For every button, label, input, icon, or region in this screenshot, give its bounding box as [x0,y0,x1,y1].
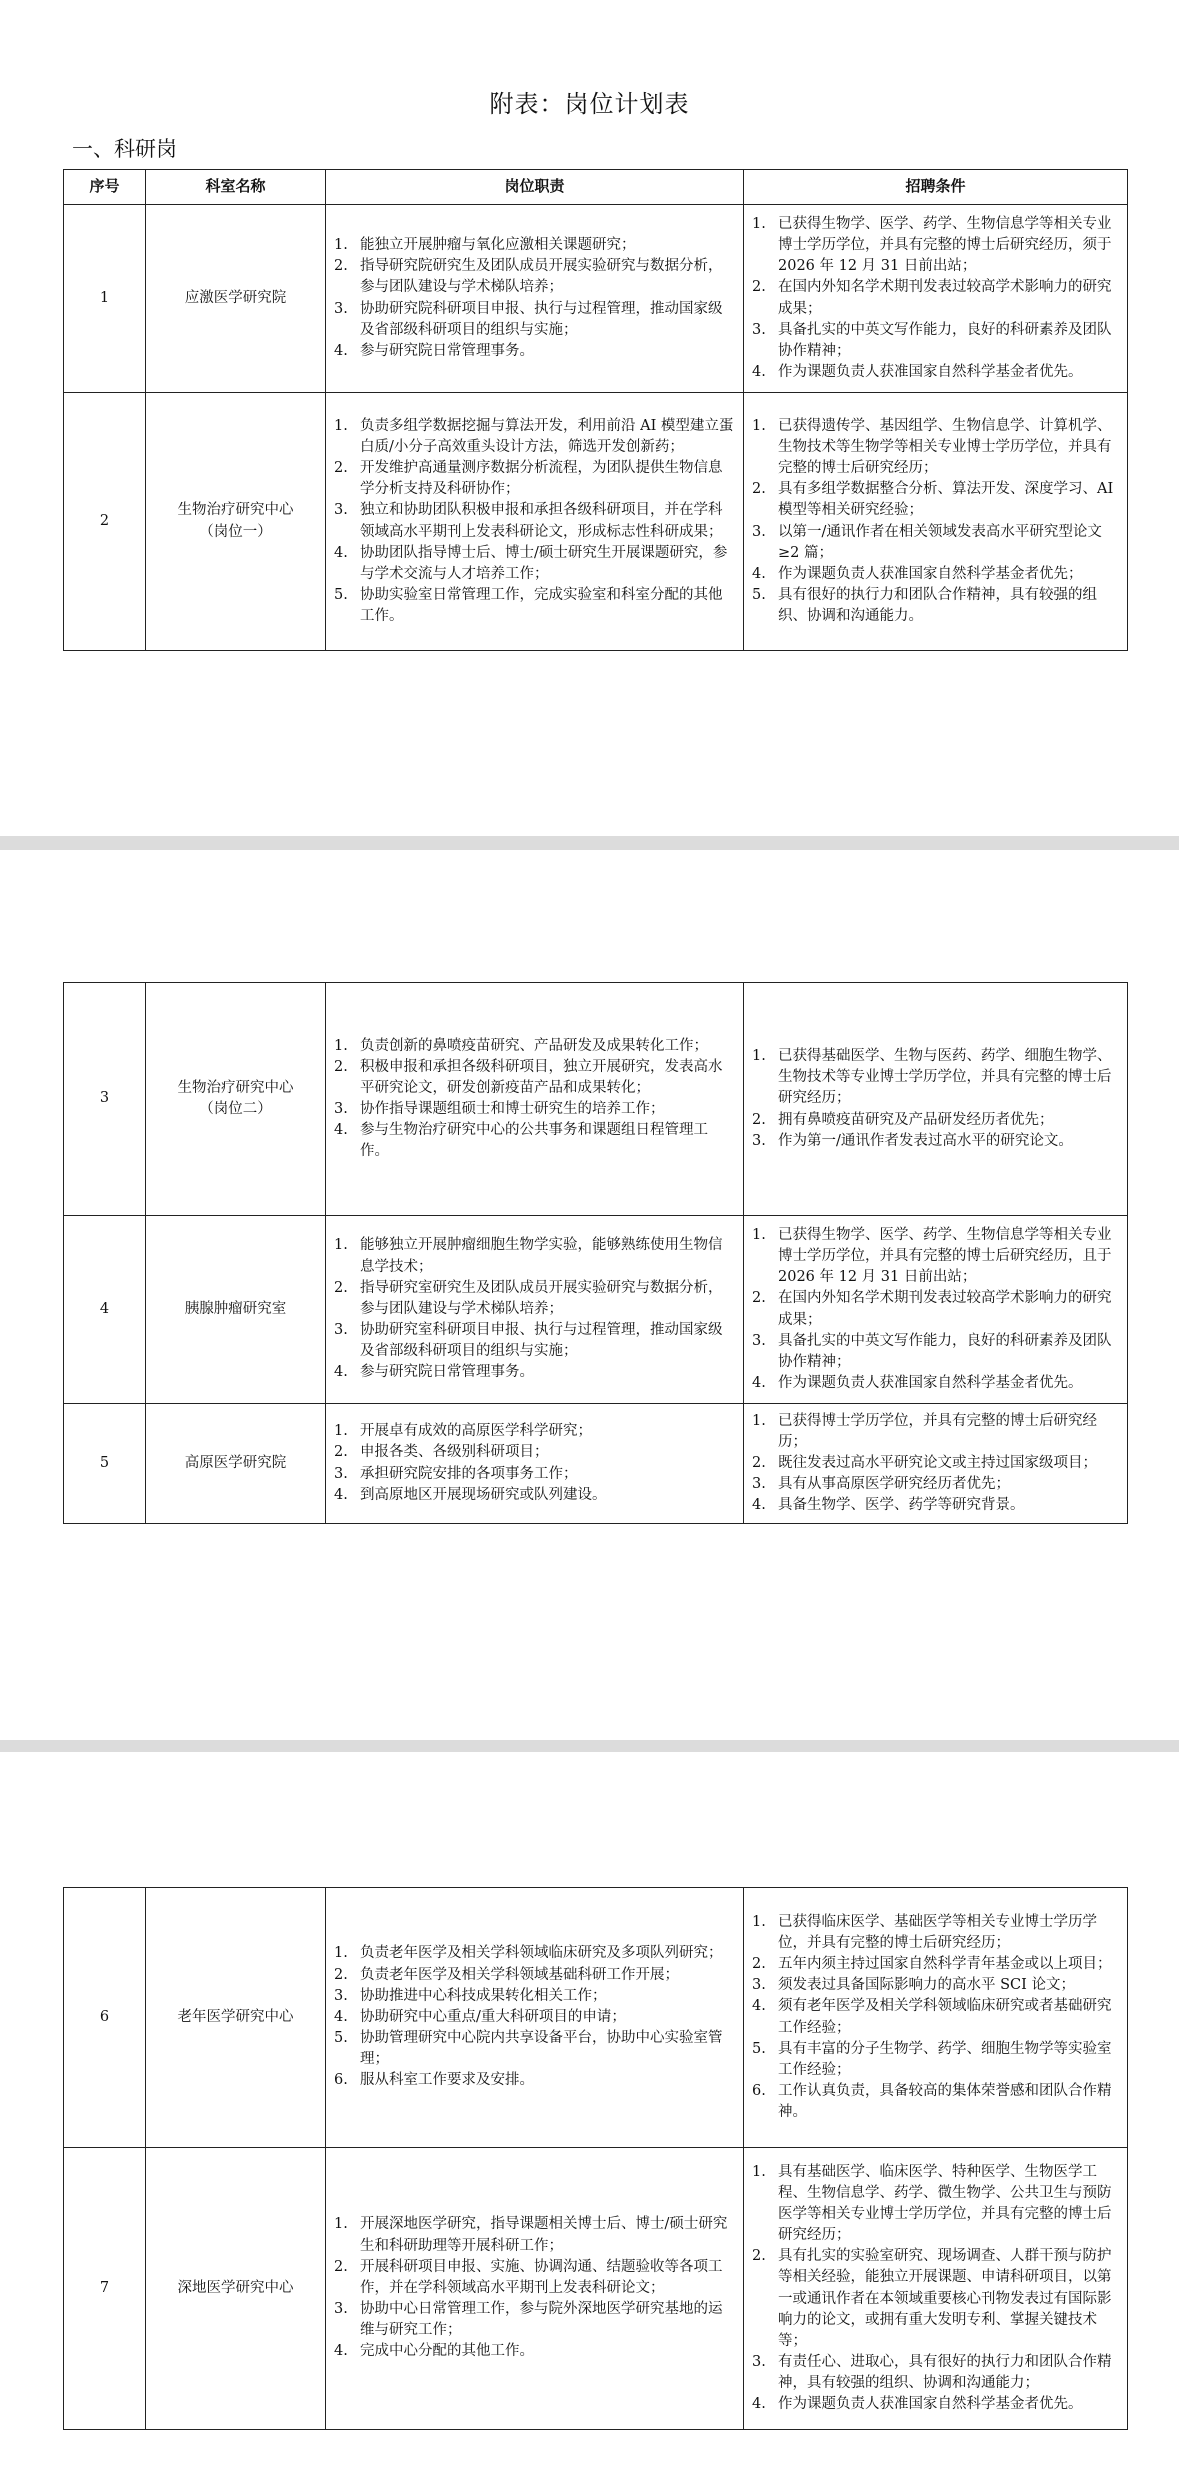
requirement-item: 作为课题负责人获准国家自然科学基金者优先。 [778,2396,1083,2413]
requirement-item: 以第一/通讯作者在相关领域发表高水平研究型论文≥2 篇； [778,523,1102,561]
duty-item: 开展科研项目申报、实施、协调沟通、结题验收等各项工作，并在学科领域高水平期刊上发表科研论文； [360,2258,723,2296]
duty-item: 协助团队指导博士后、博士/硕士研究生开展课题研究，参与学术交流与人才培养工作； [360,544,728,582]
requirements-cell [744,1888,1128,2148]
duty-item: 协作指导课题组硕士和博士研究生的培养工作； [360,1101,665,1117]
requirement-item: 既往发表过高水平研究论文或主持过国家级项目； [778,1454,1097,1471]
duties-list [334,1421,735,1506]
department-name [146,983,326,1216]
duty-item: 负责创新的鼻喷疫苗研究、产品研发及成果转化工作； [360,1037,708,1054]
requirement-item: 工作认真负责，具备较高的集体荣誉感和团队合作精神。 [778,2082,1112,2121]
requirement-item: 须发表过具备国际影响力的高水平 SCI 论文； [778,1977,1075,1994]
department-label: 生物治疗研究中心 [177,1079,294,1096]
duty-item: 开展深地医学研究，指导课题相关博士后、博士/硕士研究生和科研助理等开展科研工作； [360,2216,728,2254]
page-1 [0,0,1179,836]
header-requirements: 招聘条件 [744,170,1128,205]
duties-cell [326,205,744,393]
duties-cell [326,983,744,1216]
duty-item: 协助管理研究中心院内共享设备平台，协助中心实验室管理； [360,2030,723,2068]
requirement-item: 已获得临床医学、基础医学等相关专业博士学历学位，并具有完整的博士后研究经历； [778,1913,1097,1951]
requirement-item: 具有多组学数据整合分析、算法开发、深度学习、AI 模型等相关研究经验； [778,481,1114,519]
requirements-list [752,214,1119,383]
row-number: 3 [64,983,146,1216]
duty-item: 积极申报和承担各级科研项目，独立开展研究，发表高水平研究论文，研发创新疫苗产品和成果转化； [360,1058,723,1096]
requirement-item: 在国内外知名学术期刊发表过较高学术影响力的研究成果； [778,279,1112,317]
table-row [64,2148,1128,2430]
header-duties: 岗位职责 [326,170,744,205]
department-name [146,205,326,393]
duty-item: 负责老年医学及相关学科领域基础科研工作开展； [360,1966,679,1983]
duty-item: 协助研究院科研项目申报、执行与过程管理，推动国家级及省部级科研项目的组织与实施； [360,300,723,338]
duty-item: 能够独立开展肿瘤细胞生物学实验，能够熟练使用生物信息学技术； [360,1237,723,1275]
requirements-list [752,2162,1119,2416]
requirement-item: 作为课题负责人获准国家自然科学基金者优先。 [778,1374,1083,1391]
page-separator [0,836,1179,850]
table-row [64,1216,1128,1404]
requirement-item: 作为课题负责人获准国家自然科学基金者优先。 [778,363,1083,380]
row-number: 2 [64,393,146,651]
duty-item: 能独立开展肿瘤与氧化应激相关课题研究； [360,237,636,254]
position-table-part-3 [63,1887,1128,2430]
duty-item: 到高原地区开展现场研究或队列建设。 [360,1486,607,1503]
table-row [64,1888,1128,2148]
section-title: 一、科研岗 [72,137,177,161]
duty-item: 服从科室工作要求及安排。 [360,2072,534,2089]
requirement-item: 具有基础医学、临床医学、特种医学、生物医学工程、生物信息学、药学、微生物学、公共卫生与预防医学等相关专业博士学历学位，并具有完整的博士后研究经历； [778,2163,1112,2244]
duties-list [334,235,735,362]
requirement-item: 已获得生物学、医学、药学、生物信息学等相关专业博士学历学位，并具有完整的博士后研究经历，须于 2026 年 12 月 31 日前出站； [778,215,1112,275]
requirement-item: 已获得生物学、医学、药学、生物信息学等相关专业博士学历学位，并具有完整的博士后研究经历，且于 2026 年 12 月 31 日前出站； [778,1226,1112,1286]
requirement-item: 作为第一/通讯作者发表过高水平的研究论文。 [778,1132,1073,1149]
position-table-part-2 [63,982,1128,1524]
requirements-list [752,1912,1119,2124]
table-row [64,1404,1128,1524]
header-dept: 科室名称 [146,170,326,205]
requirement-item: 已获得基础医学、生物与医药、药学、细胞生物学、生物技术等专业博士学历学位，并具有完整的博士后研究经历； [778,1048,1112,1107]
duty-item: 协助推进中心科技成果转化相关工作； [360,1987,607,2004]
requirements-cell [744,1216,1128,1404]
department-label: 胰腺肿瘤研究室 [184,1300,287,1317]
duties-cell [326,1404,744,1524]
requirements-cell [744,2148,1128,2430]
table-row [64,205,1128,393]
duties-cell [326,1888,744,2148]
duty-item: 参与研究院日常管理事务。 [360,342,534,359]
requirement-item: 具备生物学、医学、药学等研究背景。 [778,1497,1025,1514]
requirement-item: 已获得博士学历学位，并具有完整的博士后研究经历； [778,1412,1097,1450]
department-label: 老年医学研究中心 [177,2008,294,2025]
requirements-list [752,416,1119,628]
table-row [64,393,1128,651]
requirement-item: 具有很好的执行力和团队合作精神，具有较强的组织、协调和沟通能力。 [778,586,1097,625]
duty-item: 开发维护高通量测序数据分析流程，为团队提供生物信息学分析支持及科研协作； [360,460,723,498]
duty-item: 指导研究院研究生及团队成员开展实验研究与数据分析，参与团队建设与学术梯队培养； [360,258,723,296]
duties-list [334,1036,735,1163]
table-header-row [64,170,1128,205]
duty-item: 开展卓有成效的高原医学科学研究； [360,1423,592,1440]
duty-item: 协助研究室科研项目申报、执行与过程管理，推动国家级及省部级科研项目的组织与实施； [360,1322,723,1360]
duty-item: 协助研究中心重点/重大科研项目的申请； [360,2008,626,2025]
department-name [146,2148,326,2430]
duty-item: 承担研究院安排的各项事务工作； [360,1465,578,1482]
row-number: 1 [64,205,146,393]
row-number: 6 [64,1888,146,2148]
duty-item: 参与研究院日常管理事务。 [360,1364,534,1381]
requirement-item: 五年内须主持过国家自然科学青年基金或以上项目； [778,1956,1112,1973]
duty-item: 完成中心分配的其他工作。 [360,2343,534,2360]
requirements-cell [744,983,1128,1216]
header-no: 序号 [64,170,146,205]
duty-item: 参与生物治疗研究中心的公共事务和课题组日程管理工作。 [360,1122,708,1160]
duties-list [334,1943,735,2091]
duty-item: 申报各类、各级别科研项目； [360,1444,549,1461]
department-name [146,393,326,651]
row-number: 7 [64,2148,146,2430]
duties-list [334,416,735,628]
table-row [64,983,1128,1216]
requirement-item: 拥有鼻喷疫苗研究及产品研发经历者优先； [778,1111,1054,1128]
duty-item: 负责多组学数据挖掘与算法开发，利用前沿 AI 模型建立蛋白质/小分子高效重头设计方法，筛选开发创新药； [360,417,734,455]
requirement-item: 有责任心、进取心，具有很好的执行力和团队合作精神，具有较强的组织、协调和沟通能力； [778,2353,1112,2392]
department-label: 生物治疗研究中心 [177,502,294,519]
requirement-item: 作为课题负责人获准国家自然科学基金者优先； [778,565,1083,582]
department-sub-label: （岗位二） [199,1101,272,1117]
requirements-list [752,1411,1119,1517]
requirement-item: 须有老年医学及相关学科领域临床研究或者基础研究工作经验； [778,1998,1112,2036]
requirements-cell [744,1404,1128,1524]
duties-cell [326,1216,744,1404]
duties-cell [326,2148,744,2430]
department-label: 深地医学研究中心 [177,2279,294,2296]
duty-item: 独立和协助团队积极申报和承担各级科研项目，并在学科领域高水平期刊上发表科研论文，形成标志性科研成果； [360,502,723,540]
department-label: 高原医学研究院 [184,1454,287,1471]
row-number: 5 [64,1404,146,1524]
duty-item: 指导研究室研究生及团队成员开展实验研究与数据分析，参与团队建设与学术梯队培养； [360,1279,723,1317]
document-title: 附表：岗位计划表 [489,90,690,118]
requirement-item: 具有从事高原医学研究经历者优先； [778,1476,1010,1493]
department-name [146,1888,326,2148]
row-number: 4 [64,1216,146,1404]
duty-item: 协助中心日常管理工作，参与院外深地医学研究基地的运维与研究工作； [360,2301,723,2339]
requirement-item: 具备扎实的中英文写作能力，良好的科研素养及团队协作精神； [778,1332,1112,1370]
department-sub-label: （岗位一） [199,523,272,540]
page-separator [0,1740,1179,1752]
requirement-item: 在国内外知名学术期刊发表过较高学术影响力的研究成果； [778,1290,1112,1328]
duty-item: 负责老年医学及相关学科领域临床研究及多项队列研究； [360,1945,723,1962]
duties-list [334,2214,735,2362]
requirements-cell [744,205,1128,393]
position-table-part-1 [63,169,1128,651]
requirement-item: 具有丰富的分子生物学、药学、细胞生物学等实验室工作经验； [778,2040,1112,2078]
requirements-cell [744,393,1128,651]
department-label: 应激医学研究院 [184,289,287,306]
requirement-item: 具备扎实的中英文写作能力，良好的科研素养及团队协作精神； [778,321,1112,359]
requirements-list [752,1225,1119,1394]
requirements-list [752,1046,1119,1152]
duty-item: 协助实验室日常管理工作，完成实验室和科室分配的其他工作。 [360,586,723,625]
duties-cell [326,393,744,651]
requirement-item: 具有扎实的实验室研究、现场调查、人群干预与防护等相关经验，能独立开展课题、申请科研项目，以第一或通讯作者在本领域重要核心刊物发表过有国际影响力的论文，或拥有重大发明专利、掌握关键技术等； [778,2248,1112,2349]
department-name [146,1216,326,1404]
department-name [146,1404,326,1524]
requirement-item: 已获得遗传学、基因组学、生物信息学、计算机学、生物技术等生物学等相关专业博士学历学位，并具有完整的博士后研究经历； [778,417,1112,477]
duties-list [334,1235,735,1383]
